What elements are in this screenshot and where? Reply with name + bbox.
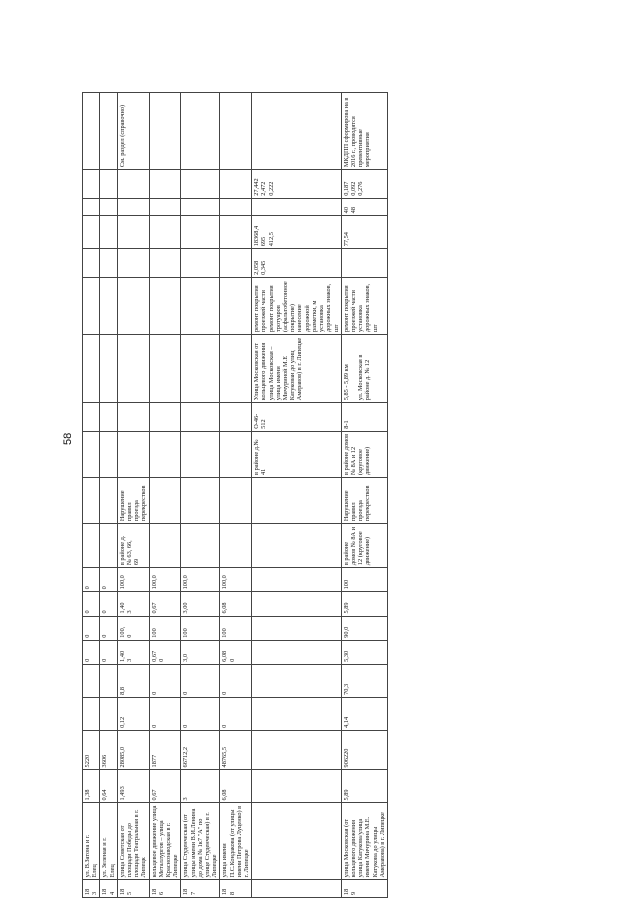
cell bbox=[220, 477, 252, 523]
cell: 27,442 2,472 0,222 bbox=[252, 170, 341, 199]
cell: 100,0 bbox=[117, 568, 149, 592]
cell: 8,8 bbox=[117, 664, 149, 697]
cell: 70,3 bbox=[341, 664, 387, 697]
cell bbox=[83, 93, 100, 170]
cell bbox=[181, 477, 220, 523]
cell bbox=[100, 198, 117, 216]
cell: 48765,5 bbox=[220, 730, 252, 770]
cell bbox=[100, 335, 117, 403]
cell bbox=[117, 170, 149, 199]
table-row bbox=[252, 93, 341, 898]
cell bbox=[117, 277, 149, 334]
cell bbox=[100, 249, 117, 278]
cell: в районе д.№ 41 bbox=[252, 431, 341, 477]
cell: 6,08 bbox=[220, 592, 252, 616]
cell bbox=[149, 249, 181, 278]
cell bbox=[83, 697, 100, 730]
cell bbox=[252, 640, 341, 664]
cell bbox=[181, 198, 220, 216]
cell: 28085,0 bbox=[117, 730, 149, 770]
cell bbox=[252, 697, 341, 730]
cell: 3606 bbox=[100, 730, 117, 770]
cell: 0 bbox=[100, 616, 117, 640]
cell bbox=[100, 93, 117, 170]
cell bbox=[181, 170, 220, 199]
cell bbox=[220, 277, 252, 334]
cell: 0,64 bbox=[100, 770, 117, 803]
row-no: 18 4 bbox=[100, 880, 117, 898]
cell: Нарушение правил проезда перекрестков bbox=[117, 477, 149, 523]
cell bbox=[252, 198, 341, 216]
cell bbox=[181, 403, 220, 432]
cell bbox=[220, 249, 252, 278]
cell bbox=[83, 431, 100, 477]
road-name: ул. В.Затона и г. Елец bbox=[83, 803, 100, 880]
data-table bbox=[82, 92, 388, 898]
cell: 6,08 bbox=[220, 770, 252, 803]
row-no: 18 6 bbox=[149, 880, 181, 898]
cell: 3 bbox=[181, 770, 220, 803]
cell bbox=[149, 216, 181, 249]
cell bbox=[100, 170, 117, 199]
cell: в районе д. № 63, 66, 69 bbox=[117, 524, 149, 568]
cell: 100,0 bbox=[220, 568, 252, 592]
cell bbox=[149, 170, 181, 199]
cell bbox=[252, 730, 341, 770]
cell: 5,30 bbox=[341, 640, 387, 664]
cell: 0,67 bbox=[149, 770, 181, 803]
row-no: 18 8 bbox=[220, 880, 252, 898]
cell bbox=[100, 664, 117, 697]
cell bbox=[181, 249, 220, 278]
cell: 0 bbox=[83, 640, 100, 664]
table-row bbox=[341, 93, 387, 898]
cell bbox=[149, 335, 181, 403]
cell: 1877 bbox=[149, 730, 181, 770]
cell bbox=[117, 198, 149, 216]
cell: 0 bbox=[149, 664, 181, 697]
cell bbox=[100, 277, 117, 334]
cell: 100,0 bbox=[181, 568, 220, 592]
cell: 100 bbox=[181, 616, 220, 640]
cell: 4,14 bbox=[341, 697, 387, 730]
cell bbox=[117, 249, 149, 278]
cell bbox=[252, 524, 341, 568]
cell bbox=[83, 249, 100, 278]
cell bbox=[83, 198, 100, 216]
cell bbox=[117, 216, 149, 249]
cell bbox=[149, 198, 181, 216]
cell: ремонт покрытия проезжей части ремонт покрытия тротуаров (асфальтобетонное покрытие) нанесение дорожной разметки, м установка дорожных знаков, шт bbox=[252, 277, 341, 334]
cell bbox=[100, 524, 117, 568]
cell bbox=[181, 431, 220, 477]
cell: 0 bbox=[100, 640, 117, 664]
page-number: 58 bbox=[62, 432, 74, 445]
cell: 3,0 bbox=[181, 640, 220, 664]
cell bbox=[220, 170, 252, 199]
road-name: улица Московская (от кольцевого движения улица Катукова/улица имени Мичурина М.Е. Катукова до улицы Амеравова) в г. Липецке bbox=[341, 803, 387, 880]
cell bbox=[220, 403, 252, 432]
road-name: улица Студенческая (от улицы имени В.И.Ленина до дома № 1к7 "А" по улице Студенческая) в г. Липецке bbox=[181, 803, 220, 880]
cell bbox=[83, 216, 100, 249]
cell: ремонт покрытия проезжей части установка дорожных знаков, шт bbox=[341, 277, 387, 334]
road-name: улица имени П.С.Кондакова (от улицы имени Петрова Луценко) в г. Липецке bbox=[220, 803, 252, 880]
cell: 5220 bbox=[83, 730, 100, 770]
cell bbox=[181, 93, 220, 170]
cell bbox=[83, 170, 100, 199]
cell bbox=[83, 335, 100, 403]
cell: 77,54 bbox=[341, 216, 387, 249]
cell: 1,38 bbox=[83, 770, 100, 803]
cell: 0,12 bbox=[117, 697, 149, 730]
cell: 40 48 bbox=[341, 198, 387, 216]
cell bbox=[83, 477, 100, 523]
cell: 0 bbox=[83, 592, 100, 616]
table-row bbox=[100, 93, 117, 898]
cell bbox=[181, 524, 220, 568]
road-name: ул. Зеленая и г. Елец bbox=[100, 803, 117, 880]
cell: 3,00 bbox=[181, 592, 220, 616]
cell bbox=[83, 403, 100, 432]
cell: 0,187 0,092 0,276 bbox=[341, 170, 387, 199]
cell: 0 bbox=[149, 697, 181, 730]
cell bbox=[149, 477, 181, 523]
cell bbox=[181, 216, 220, 249]
cell bbox=[117, 335, 149, 403]
rotated-table-container bbox=[82, 92, 552, 898]
cell: Нарушение правил проезда перекрестков bbox=[341, 477, 387, 523]
cell: 0 bbox=[181, 664, 220, 697]
row-no: 18 5 bbox=[117, 880, 149, 898]
cell bbox=[149, 431, 181, 477]
cell bbox=[252, 93, 341, 170]
cell: Улица Московская от кольцевого движения улица Московская – улица имени Мичуриной М.Е Катуковаи до улиц Амеравов) в г. Липецке bbox=[252, 335, 341, 403]
road-name: кольцевое движение улица Металлургов – улица Краснозаводская в г. Липецке bbox=[149, 803, 181, 880]
cell bbox=[100, 431, 117, 477]
cell bbox=[100, 216, 117, 249]
cell: МКДПП сформирова на в 2016 г., проводятся превентивные мероприятия bbox=[341, 93, 387, 170]
cell: 100 bbox=[341, 568, 387, 592]
cell: 5,89 bbox=[341, 770, 387, 803]
cell: 0,67 bbox=[149, 592, 181, 616]
cell: См. раздел (справочно) bbox=[117, 93, 149, 170]
cell: 66712,2 bbox=[181, 730, 220, 770]
cell bbox=[220, 431, 252, 477]
cell bbox=[149, 93, 181, 170]
cell: 2,058 0,345 bbox=[252, 249, 341, 278]
cell: 0 bbox=[100, 592, 117, 616]
cell bbox=[181, 335, 220, 403]
cell: 0 bbox=[100, 568, 117, 592]
cell: 1,40 3 bbox=[117, 592, 149, 616]
cell: 1,40 3 bbox=[117, 640, 149, 664]
cell: 5,85 - 5,89 км ул. Московская в районе д. № 12 bbox=[341, 335, 387, 403]
cell: в районе домов № 8А и 12 (круговое движение) bbox=[341, 524, 387, 568]
cell bbox=[181, 277, 220, 334]
road-name bbox=[252, 803, 341, 880]
table-row bbox=[220, 93, 252, 898]
cell bbox=[83, 664, 100, 697]
row-no: 18 7 bbox=[181, 880, 220, 898]
cell: 18368,4 695 412,5 bbox=[252, 216, 341, 249]
cell: 100, 0 bbox=[117, 616, 149, 640]
cell bbox=[117, 403, 149, 432]
cell bbox=[220, 198, 252, 216]
cell: 0 bbox=[181, 697, 220, 730]
cell: 8-1 bbox=[341, 403, 387, 432]
cell bbox=[341, 249, 387, 278]
cell bbox=[252, 616, 341, 640]
cell bbox=[252, 568, 341, 592]
cell bbox=[100, 403, 117, 432]
cell bbox=[252, 477, 341, 523]
cell bbox=[149, 277, 181, 334]
table-row bbox=[149, 93, 181, 898]
row-no: 18 9 bbox=[341, 880, 387, 898]
cell bbox=[83, 524, 100, 568]
road-name: улица Советская от площади Победы до площади Театральная в г. Липецк bbox=[117, 803, 149, 880]
cell bbox=[220, 335, 252, 403]
cell bbox=[220, 524, 252, 568]
cell bbox=[220, 216, 252, 249]
cell: 90,0 bbox=[341, 616, 387, 640]
cell: О-46-512 bbox=[252, 403, 341, 432]
cell bbox=[100, 477, 117, 523]
cell: 0 bbox=[83, 616, 100, 640]
cell: 0 bbox=[220, 697, 252, 730]
cell bbox=[117, 431, 149, 477]
cell bbox=[252, 592, 341, 616]
cell: 6,08 0 bbox=[220, 640, 252, 664]
cell: 100,0 bbox=[149, 568, 181, 592]
cell: 0 bbox=[220, 664, 252, 697]
cell: 100 bbox=[220, 616, 252, 640]
row-no bbox=[252, 880, 341, 898]
cell: 0,67 0 bbox=[149, 640, 181, 664]
cell: 100 bbox=[149, 616, 181, 640]
cell: 1,493 bbox=[117, 770, 149, 803]
cell bbox=[252, 770, 341, 803]
cell bbox=[149, 403, 181, 432]
row-no: 18 3 bbox=[83, 880, 100, 898]
cell: 5,89 bbox=[341, 592, 387, 616]
cell bbox=[252, 664, 341, 697]
table-row bbox=[181, 93, 220, 898]
cell: в районе домов № 8А и 12 (круговое движение) bbox=[341, 431, 387, 477]
table-row bbox=[83, 93, 100, 898]
cell bbox=[220, 93, 252, 170]
cell: 906220 bbox=[341, 730, 387, 770]
cell: 0 bbox=[83, 568, 100, 592]
cell bbox=[83, 277, 100, 334]
cell bbox=[100, 697, 117, 730]
table-row bbox=[117, 93, 149, 898]
cell bbox=[149, 524, 181, 568]
